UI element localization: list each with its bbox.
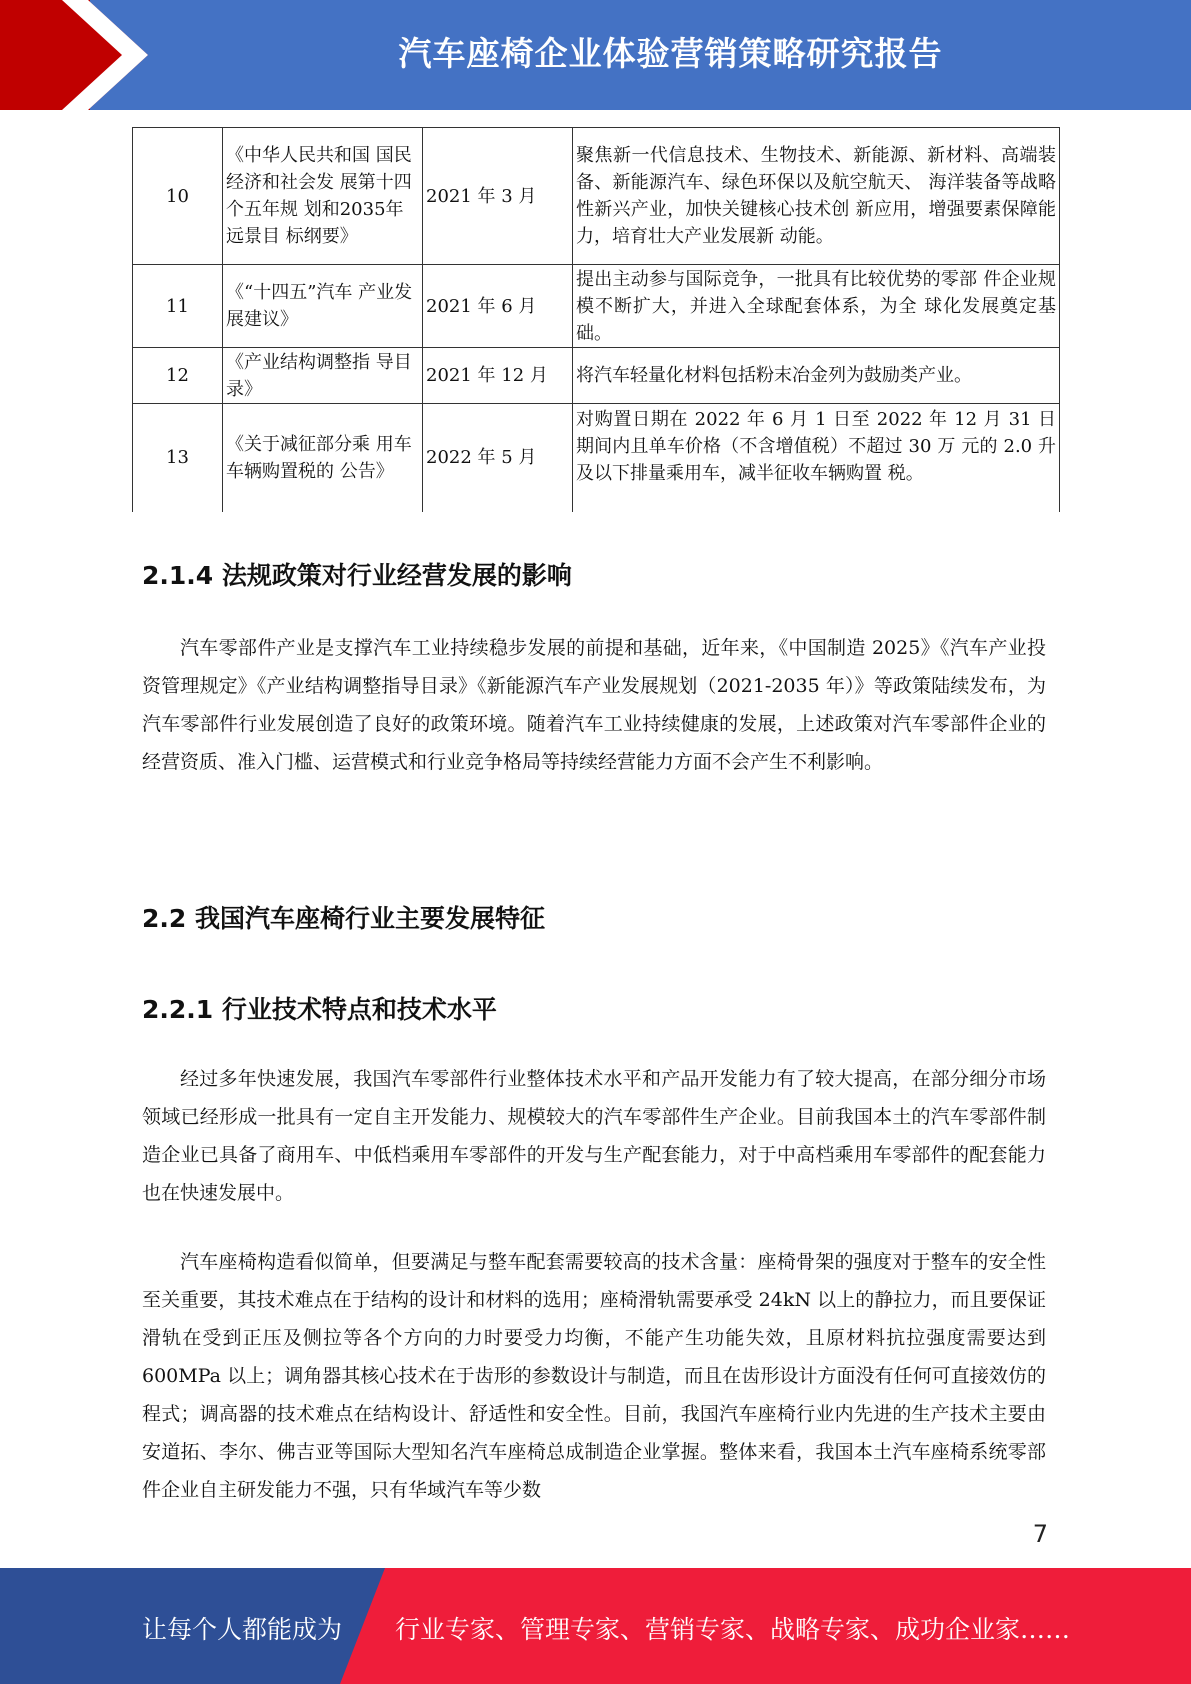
table-row — [133, 404, 1060, 512]
section-heading-2-2: 2.2 我国汽车座椅行业主要发展特征 — [142, 904, 545, 933]
policy-content: 提出主动参与国际竞争，一批具有比较优势的零部 件企业规模不断扩大，并进入全球配套体系，为全 球化发展奠定基础。 — [573, 265, 1060, 348]
policy-date: 2022 年 5 月 — [423, 404, 573, 512]
policy-content: 将汽车轻量化材料包括粉末冶金列为鼓励类产业。 — [573, 348, 1060, 404]
policy-date: 2021 年 3 月 — [423, 128, 573, 265]
table-row — [133, 265, 1060, 348]
policy-name: 《关于减征部分乘 用车车辆购置税的 公告》 — [223, 404, 423, 512]
policy-table — [132, 127, 1060, 512]
footer-slogan-left: 让每个人都能成为 — [142, 1615, 343, 1644]
policy-name: 《“十四五”汽车 产业发展建议》 — [223, 265, 423, 348]
policy-date: 2021 年 6 月 — [423, 265, 573, 348]
header-chevron-icon — [0, 0, 150, 110]
footer-slogan-right: 行业专家、管理专家、营销专家、战略专家、成功企业家…… — [395, 1615, 1071, 1644]
policy-name: 《产业结构调整指 导目录》 — [223, 348, 423, 404]
policy-content: 聚焦新一代信息技术、生物技术、新能源、新材料、高端装备、新能源汽车、绿色环保以及航空航天、 海洋装备等战略性新兴产业，加快关键核心技术创 新应用，增强要素保障能力，培育壮大产业发展新 动能。 — [573, 128, 1060, 265]
policy-name: 《中华人民共和国 国民经济和社会发 展第十四个五年规 划和2035年远景目 标纲要》 — [223, 128, 423, 265]
section-2-2-1-paragraph-2: 汽车座椅构造看似简单，但要满足与整车配套需要较高的技术含量：座椅骨架的强度对于整车的安全性至关重要，其技术难点在于结构的设计和材料的选用；座椅滑轨需要承受 24kN 以上的静拉力，而且要保证滑轨在受到正压及侧拉等各个方向的力时要受力均衡，不能产生功能失效，且原材料抗拉强度需要达到 600MPa 以上；调角器其核心技术在于齿形的参数设计与制造，而且在齿形设计方面没有任何可直接效仿的程式；调高器的技术难点在结构设计、舒适性和安全性。目前，我国汽车座椅行业内先进的生产技术主要由安道拓、李尔、佛吉亚等国际大型知名汽车座椅总成制造企业掌握。整体来看，我国本土汽车座椅系统零部件企业自主研发能力不强，只有华域汽车等少数 — [142, 1251, 1046, 1501]
section-heading-2-1-4: 2.1.4 法规政策对行业经营发展的影响 — [142, 561, 572, 590]
section-2-1-4-paragraph: 汽车零部件产业是支撑汽车工业持续稳步发展的前提和基础，近年来，《中国制造 2025》《汽车产业投资管理规定》《产业结构调整指导目录》《新能源汽车产业发展规划（2021-2035 年）》等政策陆续发布，为汽车零部件行业发展创造了良好的政策环境。随着汽车工业持续健康的发展，上述政策对汽车零部件企业的经营资质、准入门槛、运营模式和行业竞争格局等持续经营能力方面不会产生不利影响。 — [142, 637, 1046, 773]
page-footer — [0, 1568, 1191, 1684]
page-number: 7 — [1032, 1520, 1048, 1548]
report-title: 汽车座椅企业体验营销策略研究报告 — [398, 34, 943, 73]
table-row — [133, 348, 1060, 404]
row-number: 11 — [133, 265, 223, 348]
policy-date: 2021 年 12 月 — [423, 348, 573, 404]
section-2-2-1-paragraph-1: 经过多年快速发展，我国汽车零部件行业整体技术水平和产品开发能力有了较大提高，在部分细分市场领域已经形成一批具有一定自主开发能力、规模较大的汽车零部件生产企业。目前我国本土的汽车零部件制造企业已具备了商用车、中低档乘用车零部件的开发与生产配套能力，对于中高档乘用车零部件的配套能力也在快速发展中。 — [142, 1068, 1046, 1204]
policy-content: 对购置日期在 2022 年 6 月 1 日至 2022 年 12 月 31 日期间内且单车价格（不含增值税）不超过 30 万 元的 2.0 升及以下排量乘用车，减半征收车辆购置 税。 — [573, 404, 1060, 512]
section-heading-2-2-1: 2.2.1 行业技术特点和技术水平 — [142, 995, 497, 1024]
table-row — [133, 128, 1060, 265]
row-number: 13 — [133, 404, 223, 512]
row-number: 12 — [133, 348, 223, 404]
row-number: 10 — [133, 128, 223, 265]
page-header — [0, 0, 1191, 110]
